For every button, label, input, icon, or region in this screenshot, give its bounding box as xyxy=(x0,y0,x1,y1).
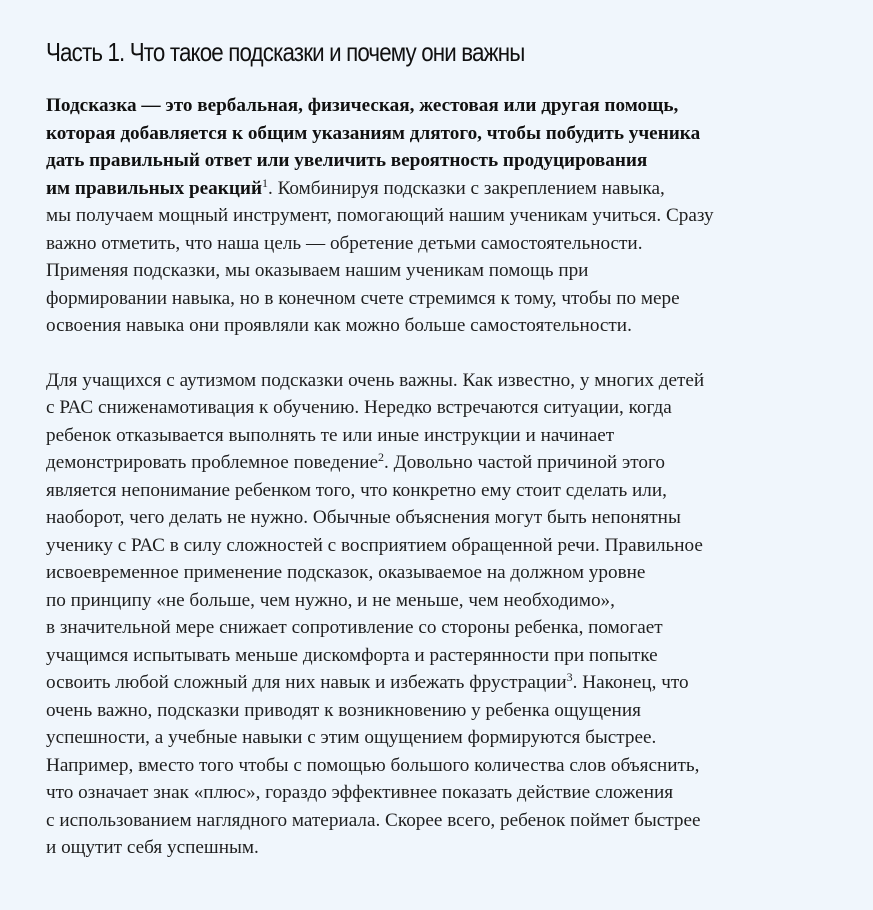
definition-text: дать правильный ответ или увеличить вероятность продуцирования xyxy=(46,150,648,171)
footnote-ref-1[interactable]: 1 xyxy=(262,175,268,190)
text-line: важно отметить, что наша цель — обретение детьми самостоятельности. xyxy=(46,232,643,254)
text-line: очень важно, подсказки приводят к возникновению у ребенка ощущения xyxy=(46,699,641,721)
text-line xyxy=(46,92,827,120)
text-line: и ощутит себя успешным. xyxy=(46,837,259,858)
text-line: с использованием наглядного материала. Скорее всего, ребенок поймет быстрее xyxy=(46,809,701,831)
definition-text: им правильных реакций xyxy=(46,177,262,199)
text-line: наоборот, чего делать не нужно. Обычные объяснения могут быть непонятны xyxy=(46,507,681,528)
text-line: Например, вместо того чтобы с помощью большого количества слов объяснить, xyxy=(46,754,700,776)
definition-text: которая добавляется к общим указаниям длятого, чтобы побудить ученика xyxy=(46,122,701,144)
text-line: освоения навыка они проявляли как можно больше самостоятельности. xyxy=(46,315,632,336)
text-segment: освоить любой сложный для них навык и избежать фрустрации xyxy=(46,672,567,693)
footnote-ref-2[interactable]: 2 xyxy=(378,450,385,464)
text-line: что означает знак «плюс», гораздо эффективнее показать действие сложения xyxy=(46,782,674,803)
text-line: успешности, а учебные навыки с этим ощущением формируются быстрее. xyxy=(46,727,657,748)
autism-paragraph xyxy=(46,367,827,862)
text-line: в значительной мере снижает сопротивление со стороны ребенка, помогает xyxy=(46,617,663,638)
footnote-ref-3[interactable]: 3 xyxy=(566,670,573,684)
text-line: формировании навыка, но в конечном счете стремимся к тому, чтобы по мере xyxy=(46,287,680,309)
text-segment: демонстрировать проблемное поведение xyxy=(46,452,379,473)
text-segment: . Комбинируя подсказки с закреплением навыка, xyxy=(268,177,665,199)
text-line: мы получаем мощный инструмент, помогающий нашим ученикам учиться. Сразу xyxy=(46,205,714,226)
text-line xyxy=(46,449,827,477)
text-line: Применяя подсказки, мы оказываем нашим ученикам помощь при xyxy=(46,260,589,281)
intro-paragraph xyxy=(46,92,827,340)
text-line: учащимся испытывать меньше дискомфорта и растерянности при попытке xyxy=(46,644,658,666)
text-line: исвоевременное применение подсказок, оказываемое на должном уровне xyxy=(46,562,646,583)
text-line: является непонимание ребенком того, что конкретно ему стоит сделать или, xyxy=(46,479,667,501)
text-line: ученику с РАС в силу сложностей с восприятием обращенной речи. Правильное xyxy=(46,534,703,556)
text-line: с РАС сниженамотивация к обучению. Нередко встречаются ситуации, когда xyxy=(46,397,672,418)
text-segment: . Наконец, что xyxy=(572,672,689,693)
text-line: ребенок отказывается выполнять те или иные инструкции и начинает xyxy=(46,424,615,446)
text-line: Для учащихся с аутизмом подсказки очень важны. Как известно, у многих детей xyxy=(46,369,705,391)
section-title: Часть 1. Что такое подсказки и почему они важны xyxy=(46,37,525,67)
definition-text: Подсказка — это вербальная, физическая, жестовая или другая помощь, xyxy=(46,95,679,116)
text-line xyxy=(46,669,827,697)
text-segment: . Довольно частой причиной этого xyxy=(384,452,665,473)
text-line xyxy=(46,175,827,203)
text-line xyxy=(46,120,827,148)
text-line xyxy=(46,147,827,175)
text-line: по принципу «не больше, чем нужно, и не меньше, чем необходимо», xyxy=(46,589,615,611)
